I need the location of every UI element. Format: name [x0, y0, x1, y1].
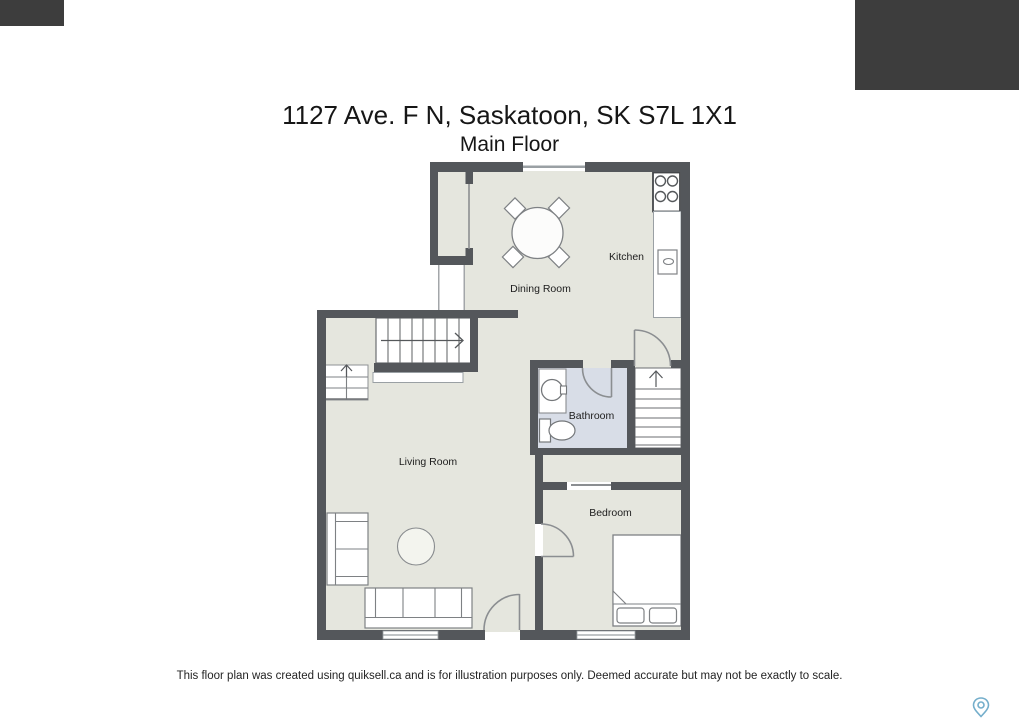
pillow — [650, 608, 677, 623]
wall-living-top — [317, 310, 518, 318]
wall-jamb-bottom — [466, 248, 474, 265]
stove-burner — [656, 192, 666, 202]
room-label-living: Living Room — [398, 456, 458, 468]
sink-handle — [664, 259, 674, 265]
wall-top-right — [585, 162, 690, 172]
toilet-bowl — [549, 421, 575, 440]
stove-burner — [668, 176, 678, 186]
bedroom-furniture — [613, 535, 681, 626]
page-title-floor: Main Floor — [459, 133, 560, 156]
window-top — [523, 166, 585, 169]
floor-kitchen-lower — [518, 312, 682, 368]
wall-jamb-top — [466, 167, 474, 184]
staircase-main — [376, 318, 471, 363]
staircase-rear — [635, 368, 681, 448]
dining-furniture — [502, 197, 569, 267]
room-label-bathroom: Bathroom — [568, 410, 615, 422]
sink-tap — [561, 386, 567, 394]
wall-bathroom-divider — [627, 360, 635, 455]
wall-bedroom-top-left — [535, 482, 567, 490]
room-label-bedroom: Bedroom — [589, 507, 632, 519]
wall-kitchen-door-stub — [671, 360, 681, 368]
wall-stair-bottom — [374, 363, 478, 372]
round-rug — [398, 528, 435, 565]
kitchen-fixtures — [653, 173, 681, 318]
staircase-basement — [325, 365, 368, 400]
dining-table — [512, 208, 563, 259]
floor-closet — [543, 455, 681, 482]
stove-burner — [656, 176, 666, 186]
console-shelf — [373, 373, 463, 383]
room-label-dining: Dining Room — [510, 283, 571, 295]
page-title-address: 1127 Ave. F N, Saskatoon, SK S7L 1X1 — [282, 100, 737, 130]
wall-left — [317, 310, 326, 640]
wall-top-left — [430, 162, 523, 172]
bathroom-sink — [542, 380, 563, 401]
wall-right — [681, 162, 690, 640]
disclaimer-text: This floor plan was created using quiksell.ca and is for illustration purposes only. Deemed accurate but may not be exactly to scale. — [176, 670, 843, 682]
pillow — [617, 608, 644, 623]
stove-burner — [668, 192, 678, 202]
wall-bathroom-left — [530, 360, 538, 455]
sofa-bottom — [365, 588, 472, 628]
wall-bedroom-top-right — [611, 482, 681, 490]
wall-bathroom-bottom — [530, 448, 690, 455]
wall-upper-left — [430, 162, 438, 265]
room-label-kitchen: Kitchen — [608, 251, 645, 263]
wall-bedroom-left-lower — [535, 556, 543, 640]
map-pin-icon — [971, 696, 991, 718]
